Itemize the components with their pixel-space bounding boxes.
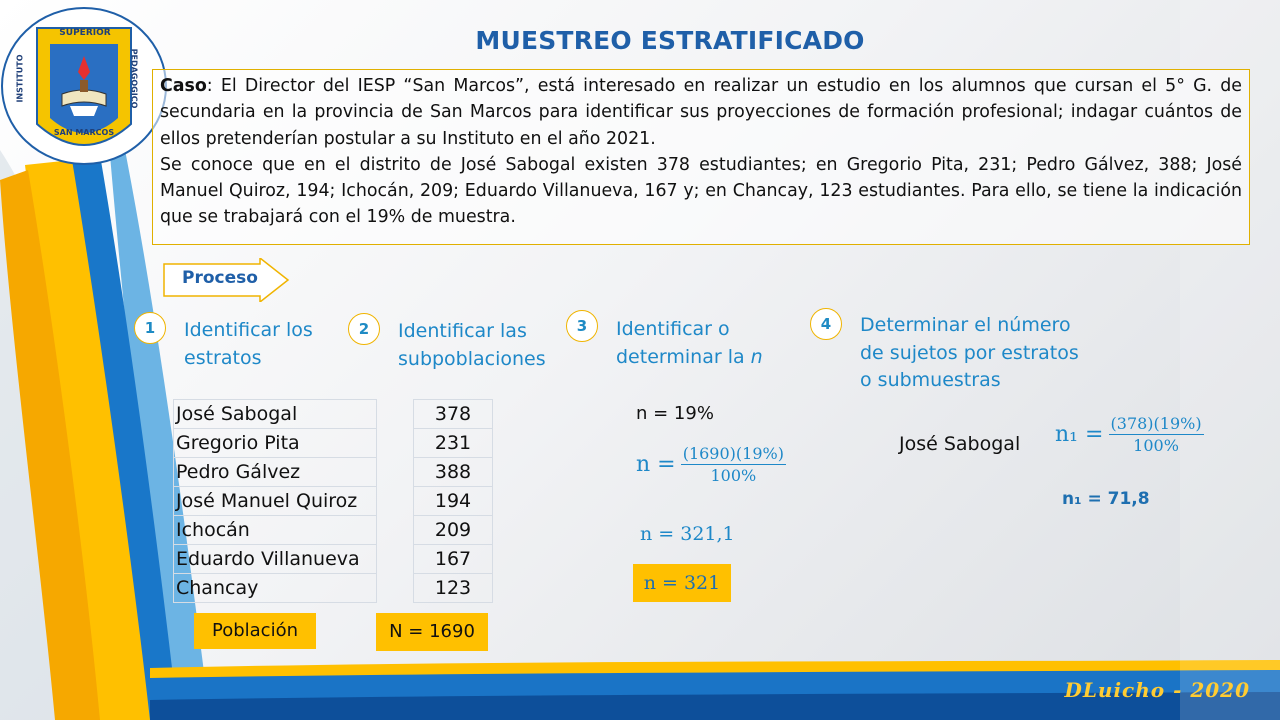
stratum-name: Ichocán [174,516,377,545]
table-row [414,429,493,458]
case-description [152,69,1250,245]
step-1-line2: estratos [184,347,262,369]
step-3-line1: Identificar o [616,318,730,340]
table-row [414,458,493,487]
proceso-label: Proceso [182,268,258,288]
step-3-text [616,315,763,371]
table-row [414,400,493,429]
step-3-badge: 3 [566,310,598,342]
table-row [174,400,377,429]
logo-right-text: PEDAGOGICO [129,48,139,109]
stratum-name: Pedro Gálvez [174,458,377,487]
table-row [174,545,377,574]
stratum-value: 194 [414,487,493,516]
formula-denominator: 100% [710,466,757,485]
sample-formula [636,444,786,485]
stratum-result-value: 71,8 [1107,489,1150,509]
stratum-name: José Manuel Quiroz [174,487,377,516]
stratum-name: José Sabogal [174,400,377,429]
stratum-formula [1055,414,1204,455]
step-2-line1: Identificar las [398,320,527,342]
case-text-2: Se conoce que en el distrito de José Sabogal existen 378 estudiantes; en Gregorio Pita, 231; Pedro Gálvez, 388; José Manuel Quiroz, 194; Ichocán, 209; Eduardo Villanueva, 167 y; en Chancay, 123 estudiantes. Para ello, se tiene la indicación que se trabajará con el 19% de muestra. [160,154,1242,228]
stratum-name: Gregorio Pita [174,429,377,458]
case-label: Caso [160,76,207,96]
stratum-value: 123 [414,574,493,603]
stratum-value: 388 [414,458,493,487]
stratum-result [1062,489,1150,509]
proceso-arrow [162,258,288,298]
logo-left-text: INSTITUTO [15,54,25,103]
stratum-value: 209 [414,516,493,545]
step-2-text [398,317,546,373]
logo-top-text: SUPERIOR [59,28,111,38]
logo-bottom-text: SAN MARCOS [53,128,115,137]
total-population: N = 1690 [376,613,488,651]
stratum-denominator: 100% [1133,436,1179,455]
stratum-value: 167 [414,545,493,574]
poblacion-label: Población [194,613,316,649]
strata-name-table [173,399,377,603]
step-1-badge: 1 [134,312,166,344]
table-row [174,516,377,545]
sample-final: n = 321 [633,564,731,602]
strata-value-table [413,399,493,603]
step-4-line3: o submuestras [860,369,1001,391]
stratum-example-name: José Sabogal [899,433,1021,455]
table-row [414,545,493,574]
institute-logo [0,6,168,166]
formula-fraction [681,444,786,485]
stratum-value: 378 [414,400,493,429]
table-row [174,458,377,487]
sample-percent: n = 19% [636,403,714,424]
formula-lhs: n = [636,452,676,477]
stratum-fraction [1109,414,1204,455]
step-2-line2: subpoblaciones [398,348,546,370]
page-title: MUESTREO ESTRATIFICADO [475,26,865,55]
formula-numerator: (1690)(19%) [682,444,784,463]
footer-signature: DLuicho - 2020 [1064,678,1250,702]
step-1-text [184,316,313,372]
step-2-badge: 2 [348,313,380,345]
stratum-result-lhs: n₁ = [1062,489,1102,509]
stratum-name: Chancay [174,574,377,603]
step-4-line2: de sujetos por estratos [860,341,1079,364]
stratum-name: Eduardo Villanueva [174,545,377,574]
case-text-1: : El Director del IESP “San Marcos”, está interesado en realizar un estudio en los alumnos que cursan el 5° G. de secundaria en la provincia de San Marcos para identificar sus proyecciones de formación profesional; indagar cuántos de ellos pretenderían postular a su Instituto en el año 2021. [160,76,1242,149]
sample-calculated: n = 321,1 [640,523,735,545]
stratum-value: 231 [414,429,493,458]
table-row [174,429,377,458]
step-4-line1: Determinar el número [860,314,1071,336]
table-row [414,574,493,603]
step-3-line2: determinar la [616,346,745,368]
table-row [414,516,493,545]
step-4-badge: 4 [810,308,842,340]
step-3-var: n [750,346,763,368]
table-row [174,574,377,603]
stratum-formula-lhs: n₁ = [1055,422,1104,447]
step-4-text [860,312,1079,395]
table-row [414,487,493,516]
step-1-line1: Identificar los [184,319,313,341]
stratum-numerator: (378)(19%) [1110,414,1202,433]
table-row [174,487,377,516]
